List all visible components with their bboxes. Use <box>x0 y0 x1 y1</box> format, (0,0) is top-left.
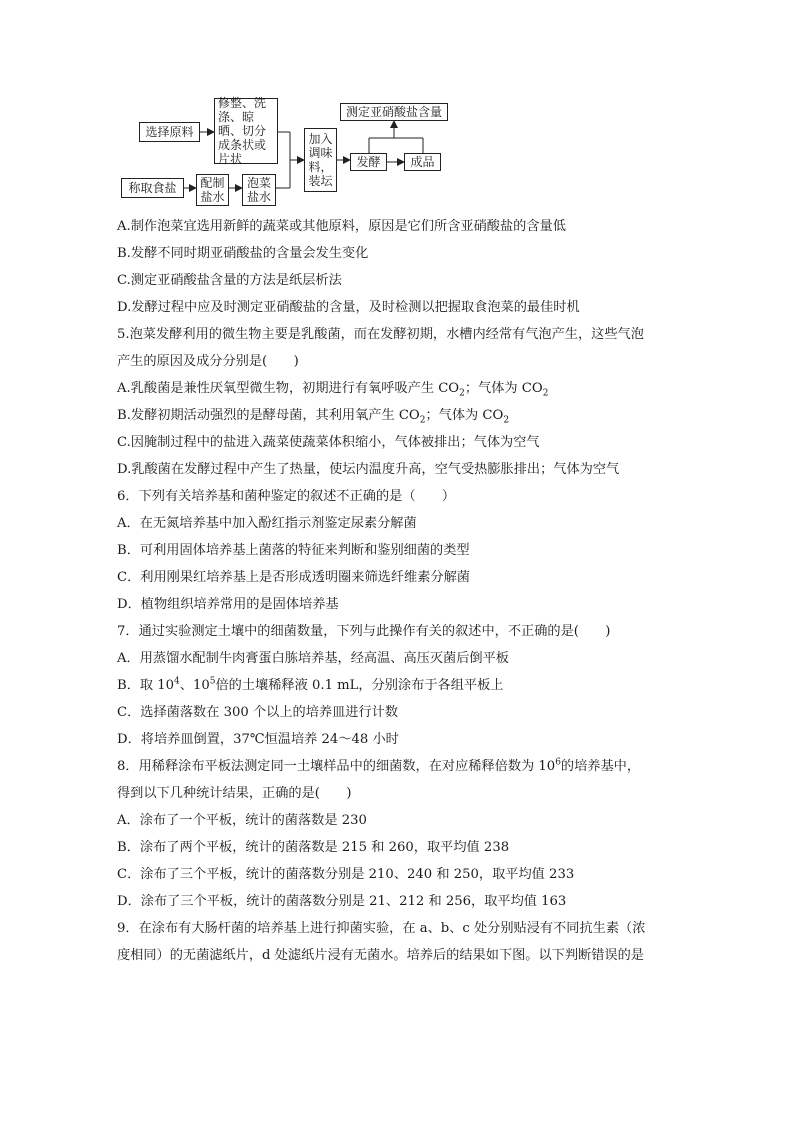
box-ferment: 发酵 <box>350 153 387 171</box>
text-line: D．将培养皿倒置，37℃恒温培养 24～48 小时 <box>117 732 399 747</box>
subscript: 2 <box>542 388 549 399</box>
text-line: 6．下列有关培养基和菌种鉴定的叙述不正确的是（ ） <box>117 489 456 504</box>
text-line <box>117 407 682 434</box>
text-line: 产生的原因及成分分别是( ) <box>117 354 299 369</box>
superscript: 5 <box>209 676 216 687</box>
text-line: C．利用刚果红培养基上是否形成透明圈来筛选纤维素分解菌 <box>117 570 470 585</box>
text-run: 、10 <box>179 678 210 693</box>
flow-diagram <box>0 0 794 210</box>
text-line: D.发酵过程中应及时测定亚硝酸盐的含量，及时检测以把握取食泡菜的最佳时机 <box>117 300 580 315</box>
text-run: ；气体为 CO <box>425 408 504 423</box>
text-run: A.乳酸菌是兼性厌氧型微生物，初期进行有氧呼吸产生 CO <box>117 381 460 396</box>
text-run: 8．用稀释涂布平板法测定同一土壤样品中的细菌数，在对应稀释倍数为 10 <box>117 759 556 774</box>
text-run: B．取 10 <box>117 678 175 693</box>
superscript: 6 <box>555 757 561 768</box>
text-line: A．在无氮培养基中加入酚红指示剂鉴定尿素分解菌 <box>117 516 417 531</box>
box-pickle-brine: 泡菜盐水 <box>242 174 276 206</box>
text-line: 度相同）的无菌滤纸片，d 处滤纸片浸有无菌水。培养后的结果如下图。以下判断错误的是 <box>117 948 644 963</box>
subscript: 2 <box>459 388 465 399</box>
text-run: ；气体为 CO <box>464 381 543 396</box>
text-line: 得到以下几种统计结果，正确的是( ) <box>117 786 352 801</box>
text-line: A．涂布了一个平板，统计的菌落数是 230 <box>117 813 367 828</box>
box-weigh-salt: 称取食盐 <box>121 178 184 198</box>
text-line: C.因腌制过程中的盐进入蔬菜使蔬菜体积缩小，气体被排出；气体为空气 <box>117 435 540 450</box>
text-line: A.制作泡菜宜选用新鲜的蔬菜或其他原料，原因是它们所含亚硝酸盐的含量低 <box>117 219 566 234</box>
box-prepare-vegetables: 修整、洗涤、晾晒、切分成条状或片状 <box>214 98 278 164</box>
subscript: 2 <box>503 415 510 426</box>
text-line: C．涂布了三个平板，统计的菌落数分别是 210、240 和 250，取平均值 233 <box>117 867 575 882</box>
box-select-material: 选择原料 <box>139 122 200 142</box>
question-text <box>117 218 682 974</box>
text-line: 7．通过实验测定土壤中的细菌数量，下列与此操作有关的叙述中，不正确的是( ) <box>117 624 611 639</box>
text-run: 的培养基中， <box>560 759 641 774</box>
superscript: 4 <box>174 676 180 687</box>
text-line: C.测定亚硝酸盐含量的方法是纸层析法 <box>117 273 342 288</box>
box-add-seasoning: 加入调味料，装坛 <box>304 128 337 192</box>
box-measure-nitrite: 测定亚硝酸盐含量 <box>340 103 448 121</box>
text-line: D.乳酸菌在发酵过程中产生了热量，使坛内温度升高，空气受热膨胀排出；气体为空气 <box>117 462 620 477</box>
text-line: C．选择菌落数在 300 个以上的培养皿进行计数 <box>117 705 399 720</box>
box-prepare-brine: 配制盐水 <box>196 174 229 206</box>
text-line: D．涂布了三个平板，统计的菌落数分别是 21、212 和 256，取平均值 163 <box>117 894 567 909</box>
text-run: 倍的土壤稀释液 0.1 mL，分别涂布于各组平板上 <box>215 678 504 693</box>
text-line: B．可利用固体培养基上菌落的特征来判断和鉴别细菌的类型 <box>117 543 470 558</box>
text-line <box>117 758 682 785</box>
subscript: 2 <box>419 415 426 426</box>
text-run: B.发酵初期活动强烈的是酵母菌，其利用氧产生 CO <box>117 408 420 423</box>
text-line: A．用蒸馏水配制牛肉膏蛋白胨培养基，经高温、高压灭菌后倒平板 <box>117 651 509 666</box>
text-line: 5.泡菜发酵利用的微生物主要是乳酸菌，而在发酵初期，水槽内经常有气泡产生，这些气泡 <box>117 327 644 342</box>
text-line: B．涂布了两个平板，统计的菌落数是 215 和 260，取平均值 238 <box>117 840 510 855</box>
text-line: 9．在涂布有大肠杆菌的培养基上进行抑菌实验，在 a、b、c 处分别贴浸有不同抗生素（浓 <box>117 921 646 936</box>
text-line: B.发酵不同时期亚硝酸盐的含量会发生变化 <box>117 246 369 261</box>
text-line <box>117 677 682 704</box>
text-line: D．植物组织培养常用的是固体培养基 <box>117 597 339 612</box>
box-product: 成品 <box>404 153 441 171</box>
text-line <box>117 380 682 407</box>
